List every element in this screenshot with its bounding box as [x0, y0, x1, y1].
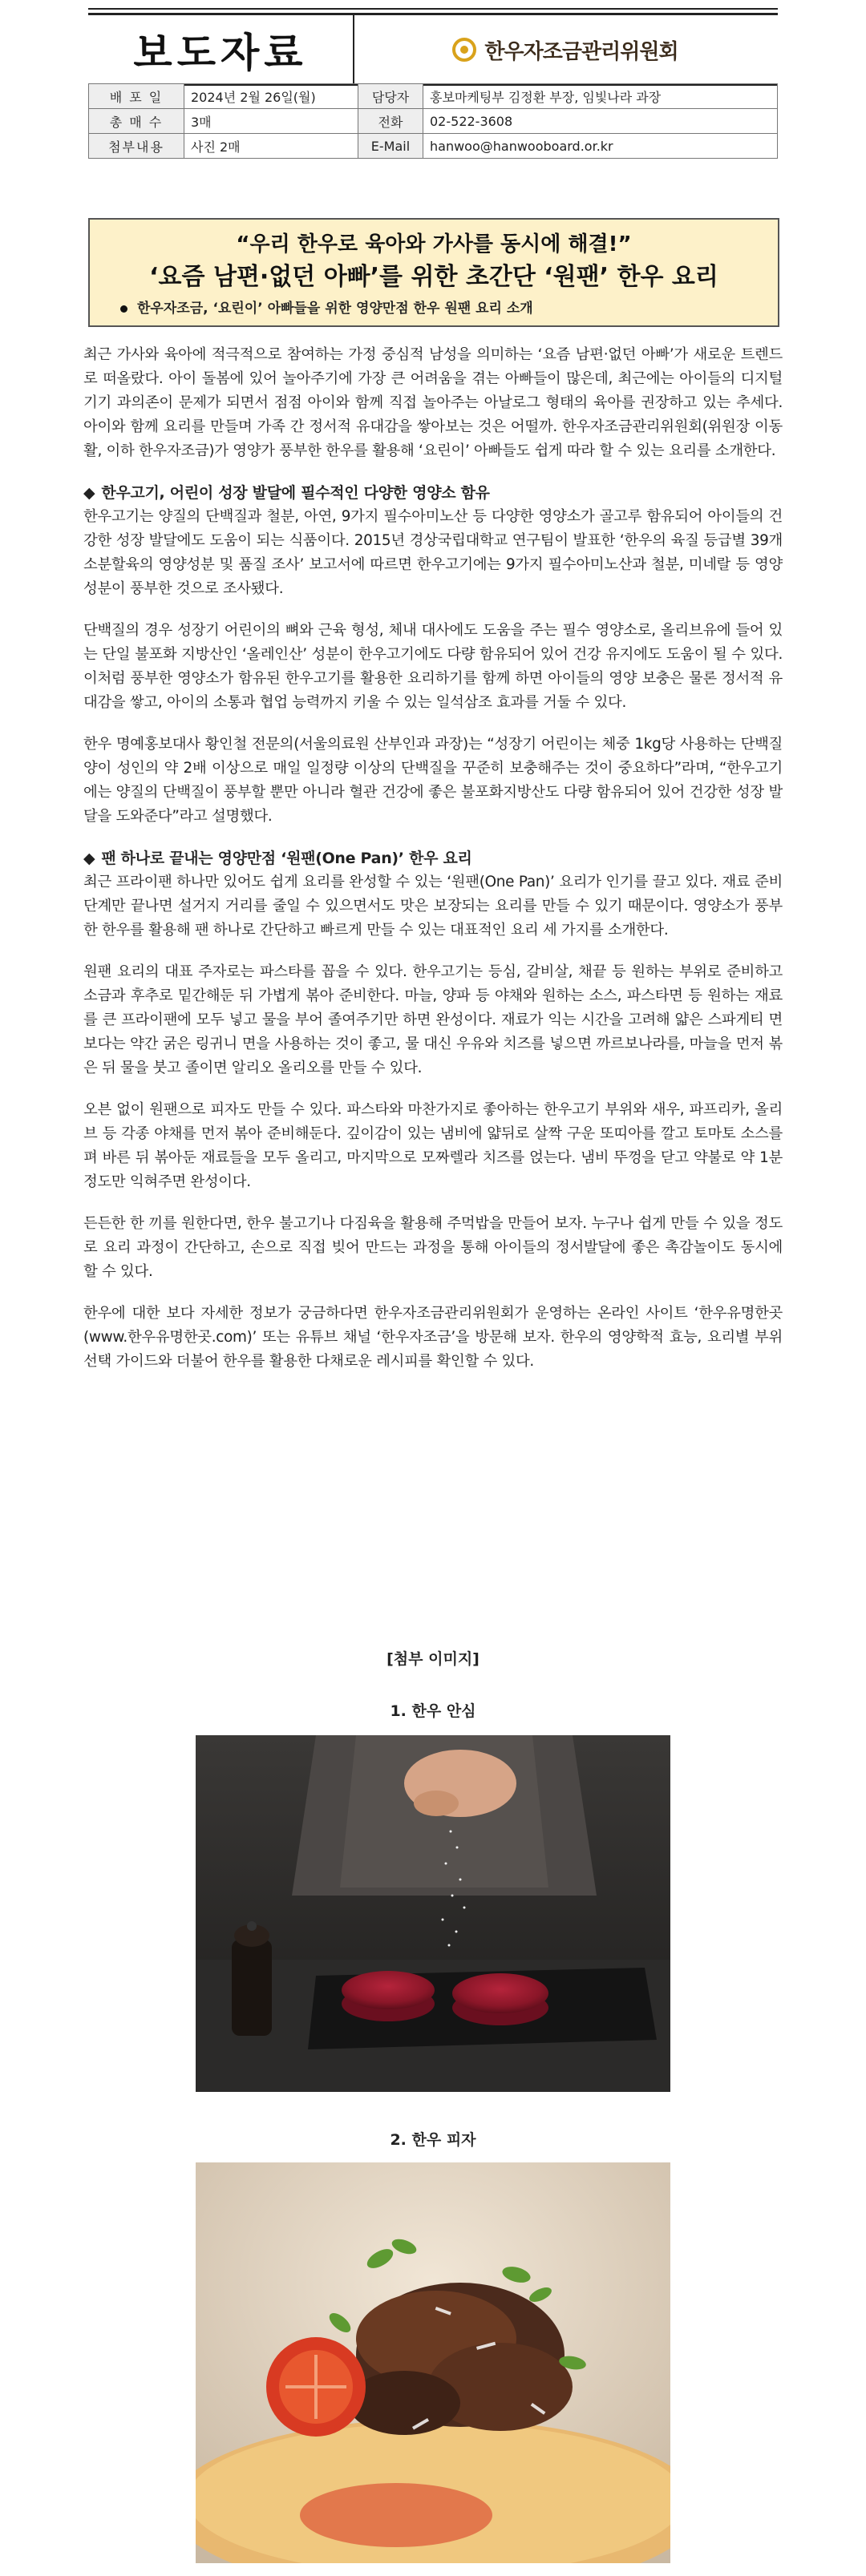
attachments-title: [첨부 이미지]	[386, 1650, 480, 1668]
bullet-icon	[120, 305, 127, 313]
article-body	[83, 343, 783, 1391]
attachment-label: 첨부내용	[89, 134, 184, 159]
phone-label: 전화	[358, 109, 423, 134]
body-paragraph: 든든한 한 끼를 원한다면, 한우 불고기나 다짐육을 활용해 주먹밥을 만들어 보자. 누구나 쉽게 만들 수 있을 정도로 요리 과정이 간단하고, 손으로 직접 빚어 만드는 과정을 통해 아이들의 정서발달에 좋은 촉감놀이도 동시에 할 수 있다.	[83, 1215, 783, 1280]
diamond-bullet-icon: ◆	[83, 850, 95, 867]
header-rule	[88, 8, 778, 10]
organization-name: 한우자조금관리위원회	[484, 39, 678, 64]
body-paragraph: 한우고기는 양질의 단백질과 철분, 아연, 9가지 필수아미노산 등 다양한 영양소가 골고루 함유되어 아이들의 건강한 성장 발달에도 도움이 되는 식품이다. 2015년 경상국립대학교 연구팀이 발표한 ‘한우의 육질 등급별 39개 소분할육의 영양성분 및 품질 조사’ 보고서에 따르면 한우고기에는 9가지 필수아미노산과 철분, 미네랄 등 영양성분이 풍부한 것으로 조사됐다.	[83, 508, 783, 597]
release-date-value: 2024년 2월 26일(월)	[184, 84, 358, 109]
body-paragraph: 단백질의 경우 성장기 어린이의 뼈와 근육 형성, 체내 대사에도 도움을 주는 필수 영양소로, 올리브유에 들어 있는 단일 불포화 지방산인 ‘올레인산’ 성분이 한우고기에도 다량 함유되어 있어 건강 유지에도 도움이 될 수 있다. 이처럼 풍부한 영양소가 함유된 한우고기를 활용한 요리하기를 함께 하면 아이들의 영양 보충은 물론 정서적 유대감을 쌓고, 아이의 소통과 협업 능력까지 키울 수 있는 일석삼조 효과를 거둘 수 있다.	[83, 622, 783, 711]
image-caption-2: 2. 한우 피자	[390, 2131, 476, 2149]
headline-subtitle	[120, 297, 533, 317]
email-label: E-Mail	[358, 134, 423, 159]
image-caption-1: 1. 한우 안심	[390, 1702, 476, 1720]
table-row	[89, 84, 778, 109]
headline-title: ‘요즘 남편·없던 아빠’를 위한 초간단 ‘원팬’ 한우 요리	[149, 263, 718, 291]
intro-paragraph: 최근 가사와 육아에 적극적으로 참여하는 가정 중심적 남성을 의미하는 ‘요즘 남편·없던 아빠’가 새로운 트렌드로 떠올랐다. 아이 돌봄에 있어 놀아주기에 가장 큰 어려움을 겪는 아빠들이 많은데, 최근에는 아이들의 디지털 기기 과의존이 문제가 되면서 점점 아이와 함께 직접 놀아주는 아날로그 형태의 육아를 권장하고 있는 추세다. 아이와 함께 요리를 만들며 가족 간 정서적 유대감을 쌓아보는 것은 어떨까. 한우자조금관리위원회(위원장 이동활, 이하 한우자조금)가 영양가 풍부한 한우를 활용해 ‘요린이’ 아빠들도 쉽게 따라 할 수 있는 요리를 소개한다.	[83, 346, 783, 459]
body-paragraph: 오븐 없이 원팬으로 피자도 만들 수 있다. 파스타와 마찬가지로 좋아하는 한우고기 부위와 새우, 파프리카, 올리브 등 각종 야채를 먼저 볶아 준비해둔다. 깊이감이 있는 냄비에 얇뒤로 살짝 구운 또띠아를 깔고 토마토 소스를 펴 바른 뒤 볶아둔 재료들을 모두 올리고, 마지막으로 모짜렐라 치즈를 얹는다. 냄비 뚜껑을 닫고 약불로 약 1분 정도만 익혀주면 완성이다.	[83, 1101, 783, 1190]
hanwoo-pizza-photo	[196, 2162, 670, 2563]
release-info-table	[88, 83, 778, 159]
headline-quote: “우리 한우로 육아와 가사를 동시에 해결!”	[236, 232, 632, 256]
closing-paragraph: 한우에 대한 보다 자세한 정보가 궁금하다면 한우자조금관리위원회가 운영하는 온라인 사이트 ‘한우유명한곳(www.한우유명한곳.com)’ 또는 유튜브 채널 ‘한우자조금’을 방문해 보자. 한우의 영양학적 효능, 요리별 부위 선택 가이드와 더불어 한우를 활용한 다채로운 레시피를 확인할 수 있다.	[83, 1305, 783, 1370]
body-paragraph: 한우 명예홍보대사 황인철 전문의(서울의료원 산부인과 과장)는 “성장기 어린이는 체중 1kg당 사용하는 단백질 양이 성인의 약 2배 이상으로 매일 일정량 이상의 단백질을 꾸준히 보충해주는 것이 중요하다”라며, “한우고기에는 양질의 단백질이 풍부할 뿐만 아니라 혈관 건강에 좋은 불포화지방산도 다량 함유되어 있어 건강한 성장 발달을 도와준다”라고 설명했다.	[83, 736, 783, 825]
section-heading	[83, 481, 783, 505]
diamond-bullet-icon: ◆	[83, 484, 95, 502]
table-row	[89, 134, 778, 159]
contact-value: 홍보마케팅부 김정환 부장, 임빛나라 과장	[423, 84, 778, 109]
document-type-title: 보도자료	[88, 15, 354, 84]
release-date-label: 배 포 일	[89, 84, 184, 109]
section-heading-text: 팬 하나로 끝내는 영양만점 ‘원팬(One Pan)’ 한우 요리	[101, 850, 472, 867]
header-banner	[88, 13, 778, 86]
body-paragraph: 최근 프라이팬 하나만 있어도 쉽게 요리를 완성할 수 있는 ‘원팬(One Pan)’ 요리가 인기를 끌고 있다. 재료 준비 단계만 끝나면 설거지 거리를 줄일 수 있으면서도 맛은 보장되는 요리를 만들 수 있기 때문이다. 영양소가 풍부한 한우를 활용해 팬 하나로 간단하고 빠르게 만들 수 있는 대표적인 요리 세 가지를 소개한다.	[83, 874, 783, 939]
phone-value: 02-522-3608	[423, 109, 778, 134]
table-row	[89, 109, 778, 134]
logo-icon	[452, 38, 476, 62]
section-heading-text: 한우고기, 어린이 성장 발달에 필수적인 다양한 영양소 함유	[101, 484, 490, 502]
attachment-value: 사진 2매	[184, 134, 358, 159]
hanwoo-tenderloin-photo	[196, 1735, 670, 2092]
page-count-label: 총 매 수	[89, 109, 184, 134]
organization-logo	[353, 15, 778, 84]
email-value: hanwoo@hanwooboard.or.kr	[423, 134, 778, 159]
contact-label: 담당자	[358, 84, 423, 109]
subtitle-text: 한우자조금, ‘요린이’ 아빠들을 위한 영양만점 한우 원팬 요리 소개	[137, 301, 533, 317]
section-heading	[83, 846, 783, 870]
body-paragraph: 원팬 요리의 대표 주자로는 파스타를 꼽을 수 있다. 한우고기는 등심, 갈비살, 채끝 등 원하는 부위로 준비하고 소금과 후추로 밑간해둔 뒤 가볍게 볶아 준비한다. 마늘, 양파 등 야채와 원하는 소스, 파스타면 등 원하는 재료를 큰 프라이팬에 모두 넣고 물을 부어 졸여주기만 하면 완성이다. 재료가 익는 시간을 고려해 얇은 스파게티 면보다는 약간 굵은 링귀니 면을 사용하는 것이 좋고, 물 대신 우유와 치즈를 넣으면 까르보나라를, 마늘을 먼저 볶은 뒤 물을 붓고 졸이면 알리오 올리오를 만들 수 있다.	[83, 963, 783, 1076]
headline-box	[88, 218, 779, 327]
page-count-value: 3매	[184, 109, 358, 134]
